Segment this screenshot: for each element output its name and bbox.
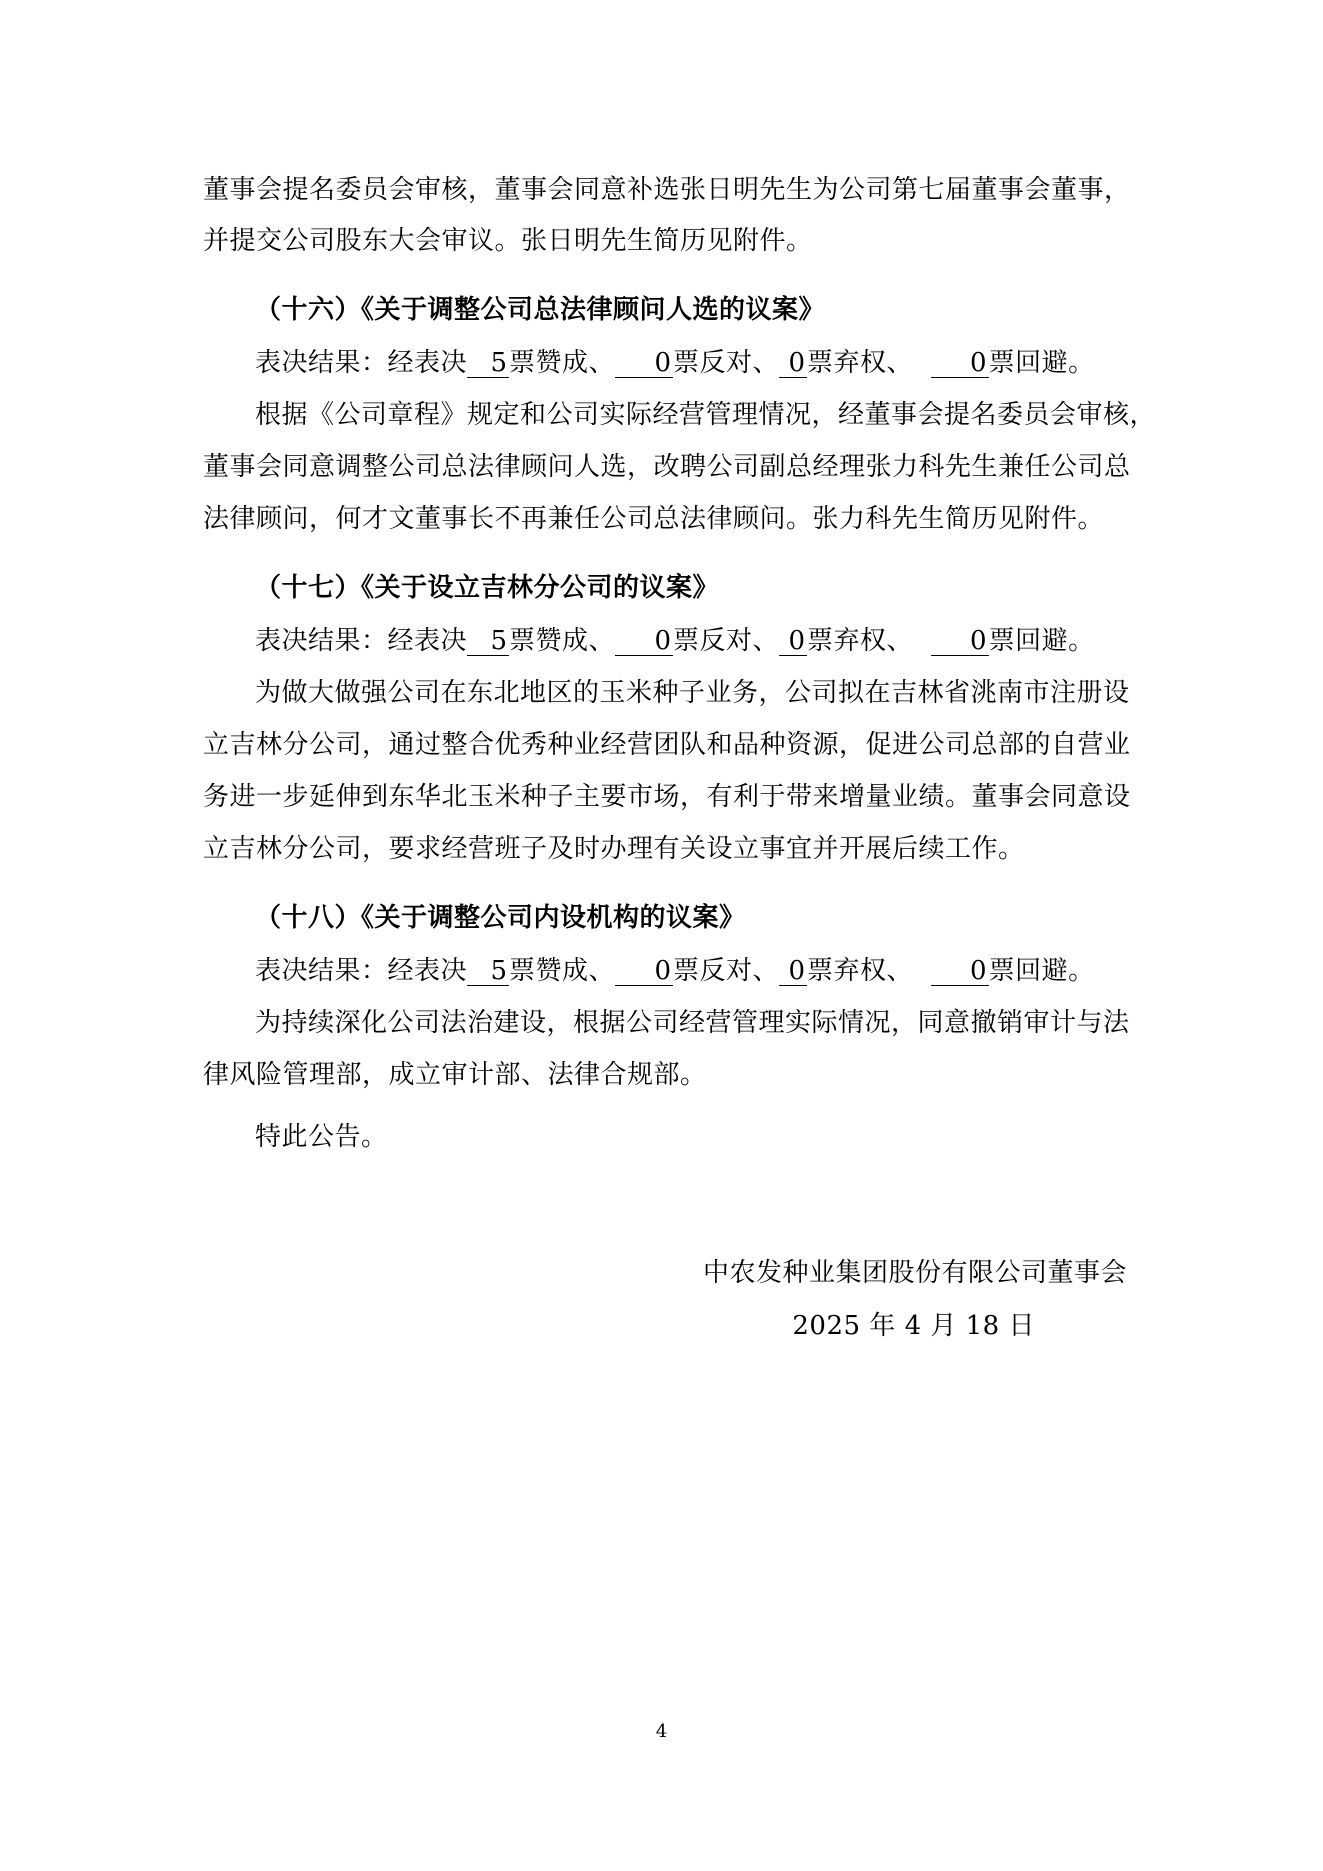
vote-no-count: 0 xyxy=(615,349,673,378)
vote-recuse-label: 票回避。 xyxy=(988,348,1095,378)
vote-abstain-label: 票弃权、 xyxy=(807,956,914,986)
vote-result xyxy=(255,347,1095,379)
paragraph-line: 为做大做强公司在东北地区的玉米种子业务，公司拟在吉林省洮南市注册设 xyxy=(255,678,1130,708)
vote-recuse-count: 0 xyxy=(931,627,989,656)
signature: 中农发种业集团股份有限公司董事会 xyxy=(702,1258,1127,1288)
paragraph-line: 法律顾问，何才文董事长不再兼任公司总法律顾问。张力科先生简历见附件。 xyxy=(203,504,1105,534)
paragraph-line: 立吉林分公司，要求经营班子及时办理有关设立事宜并开展后续工作。 xyxy=(203,834,1025,864)
page-number: 4 xyxy=(655,1721,668,1742)
vote-abstain-count: 0 xyxy=(779,349,807,378)
paragraph-line: 务进一步延伸到东华北玉米种子主要市场，有利于带来增量业绩。董事会同意设 xyxy=(203,782,1131,812)
paragraph-line: 并提交公司股东大会审议。张日明先生简历见附件。 xyxy=(203,226,813,256)
section-heading: （十七）《关于设立吉林分公司的议案》 xyxy=(255,573,720,603)
vote-result xyxy=(255,955,1095,987)
vote-yes-count: 5 xyxy=(467,627,509,656)
vote-abstain-label: 票弃权、 xyxy=(807,348,914,378)
vote-recuse-count: 0 xyxy=(931,349,989,378)
vote-recuse-label: 票回避。 xyxy=(988,626,1095,656)
paragraph-line: 董事会提名委员会审核，董事会同意补选张日明先生为公司第七届董事会董事， xyxy=(203,175,1131,205)
paragraph-line: 立吉林分公司，通过整合优秀种业经营团队和品种资源，促进公司总部的自营业 xyxy=(203,730,1131,760)
vote-abstain-count: 0 xyxy=(779,627,807,656)
vote-recuse-count: 0 xyxy=(931,957,989,986)
signature-date: 2025 年 4 月 18 日 xyxy=(792,1311,1035,1341)
paragraph-line: 根据《公司章程》规定和公司实际经营管理情况，经董事会提名委员会审核， xyxy=(255,400,1157,430)
vote-yes-count: 5 xyxy=(467,957,509,986)
closing-text: 特此公告。 xyxy=(255,1122,388,1152)
vote-no-label: 票反对、 xyxy=(673,348,780,378)
vote-abstain-count: 0 xyxy=(779,957,807,986)
vote-no-count: 0 xyxy=(615,627,673,656)
vote-no-count: 0 xyxy=(615,957,673,986)
vote-abstain-label: 票弃权、 xyxy=(807,626,914,656)
paragraph-line: 律风险管理部，成立审计部、法律合规部。 xyxy=(203,1060,707,1090)
paragraph-line: 为持续深化公司法治建设，根据公司经营管理实际情况，同意撤销审计与法 xyxy=(255,1008,1130,1038)
vote-no-label: 票反对、 xyxy=(673,626,780,656)
section-heading: （十八）《关于调整公司内设机构的议案》 xyxy=(255,903,746,933)
vote-yes-label: 票赞成、 xyxy=(509,348,616,378)
vote-result xyxy=(255,625,1095,657)
vote-prefix: 表决结果：经表决 xyxy=(255,348,468,378)
vote-prefix: 表决结果：经表决 xyxy=(255,956,468,986)
vote-recuse-label: 票回避。 xyxy=(988,956,1095,986)
paragraph-line: 董事会同意调整公司总法律顾问人选，改聘公司副总经理张力科先生兼任公司总 xyxy=(203,452,1131,482)
vote-yes-count: 5 xyxy=(467,349,509,378)
section-heading: （十六）《关于调整公司总法律顾问人选的议案》 xyxy=(255,295,826,325)
vote-prefix: 表决结果：经表决 xyxy=(255,626,468,656)
vote-yes-label: 票赞成、 xyxy=(509,956,616,986)
vote-yes-label: 票赞成、 xyxy=(509,626,616,656)
vote-no-label: 票反对、 xyxy=(673,956,780,986)
